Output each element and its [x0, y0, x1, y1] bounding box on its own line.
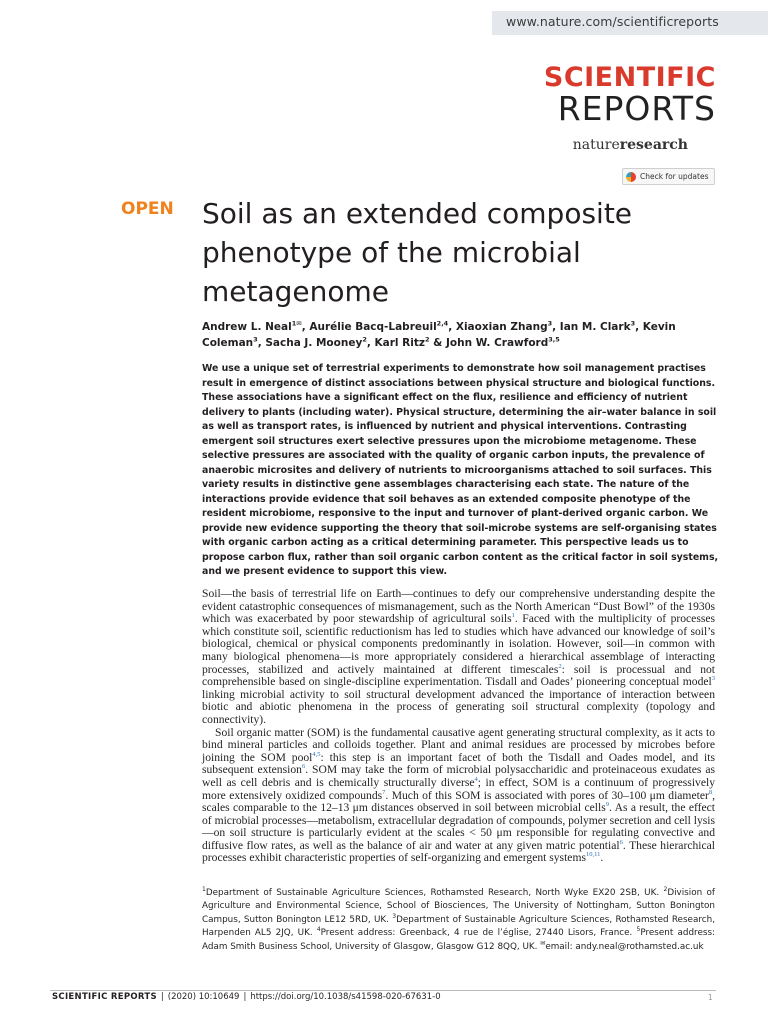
author[interactable]: Aurélie Bacq-Labreuil	[309, 321, 437, 333]
body-text-run: Soil organic matter (SOM) is the fundamental causative agent generating structural complexity, as it acts to bind mineral particles and colloids together. Plant and animal residues are processed by microbes before joining the SOM pool	[202, 725, 715, 764]
footer-divider	[50, 990, 716, 991]
citation-link[interactable]: 1	[511, 612, 515, 620]
check-for-updates-label: Check for updates	[640, 172, 709, 181]
body-text-run: . Faced with the multiplicity of processes which constitute soil, scientific reductionism has led to studies which have advanced our knowledge of soil’s biological, chemical or physical components predominantly in isolation. However, soil—in common with many biological phenomena—is more appropriately considered a hierarchical assemblage of interacting processes, stabilized and actively maintained at different timescales	[202, 612, 715, 676]
affiliation-text: Present address: Greenback, 4 rue de l’église, 27440 Lisors, France.	[320, 928, 637, 939]
body-text-run: Soil—the basis of terrestrial life on Earth—continues to defy our comprehensive understanding despite the evident catastrophic consequences of mismanagement, such as the North American “Dust Bowl” of the 1930s which was exacerbated by poor stewardship of agricultural soils	[202, 587, 715, 626]
body-paragraph	[202, 727, 715, 866]
publisher-suffix: research	[619, 137, 688, 153]
author[interactable]: Xiaoxian Zhang	[455, 321, 548, 333]
affiliation-text: Division of Agriculture and Environmental Science, School of Biosciences, The University of Nottingham, Sutton Bonington Campus, Sutton Bonington LE12 5RD, UK.	[202, 888, 715, 925]
author[interactable]: Ian M. Clark	[559, 321, 631, 333]
email-icon: ✉	[540, 939, 546, 947]
body-text-run: : this step is an important facet of both the Tisdall and Oades model, and its subsequent extension	[202, 750, 715, 777]
citation-link[interactable]: 4,5	[312, 750, 321, 758]
affiliation-marker: 3	[392, 912, 397, 920]
author[interactable]: Karl Ritz	[374, 337, 425, 349]
author-affiliation-ref: 3	[253, 335, 258, 344]
body-text-run: . These hierarchical processes exhibit characteristic properties of self-organizing and emergent systems	[202, 838, 715, 865]
body-text-run: .	[600, 851, 604, 865]
affiliation-marker: 2	[663, 886, 668, 894]
crossmark-icon	[626, 172, 636, 182]
article-body	[202, 588, 715, 865]
citation-link[interactable]: 2	[558, 662, 562, 670]
footer-citation: (2020) 10:10649	[167, 992, 240, 1002]
citation-link[interactable]: 10,11	[585, 851, 601, 859]
body-text-run: ; in effect, SOM is a continuum of progressively more extensively oxidized compounds	[202, 775, 716, 802]
body-paragraph	[202, 588, 715, 727]
affiliation-marker: 5	[636, 926, 641, 934]
affiliation-text: Present address: Adam Smith Business School, University of Glasgow, Glasgow G12 8QQ, UK.	[202, 928, 715, 952]
journal-logo-scientific: SCIENTIFIC	[543, 62, 716, 93]
citation-link[interactable]: 8	[708, 788, 713, 796]
author[interactable]: Sacha J. Mooney	[265, 337, 363, 349]
author-affiliation-ref: 3	[630, 319, 636, 328]
author-list: Andrew L. Neal$^{1✉}$, Aurélie Bacq-Labreuil$^{2,4}$, Xiaoxian Zhang$^3$, Ian M. Clark$^3$, Kevin Coleman$^3$, Sacha J. Mooney$^2$, Karl Ritz$^2$ & John W. Crawford$^{3,5}$	[202, 319, 676, 349]
journal-logo-reports: REPORTS	[557, 89, 716, 128]
body-text-run: : soil is processual and not comprehensible based on single-discipline experimentation. Tisdall and Oades’ pioneering conceptual model	[202, 662, 716, 689]
page-number: 1	[708, 993, 713, 1002]
body-text-run: . Much of this SOM is associated with pores of 30–100 μm diameter	[385, 788, 709, 802]
corresponding-email[interactable]: email: andy.neal@rothamsted.ac.uk	[545, 941, 704, 952]
author[interactable]: Kevin Coleman	[202, 321, 676, 349]
author[interactable]: Andrew L. Neal	[202, 321, 292, 333]
citation-link[interactable]: 9	[605, 801, 609, 809]
abstract: We use a unique set of terrestrial experiments to demonstrate how soil management practises result in emergence of distinct associations between physical structure and biological functions. These associations have a significant effect on the flux, resilience and efficiency of nutrient delivery to plants (including water). Physical structure, determining the air–water balance in soil as well as transport rates, is influenced by nutrient and physical interventions. Contrasting emergent soil structures exert selective pressures upon the microbiome metagenome. These selective pressures are associated with the quality of organic carbon inputs, the prevalence of anaerobic microsites and delivery of nutrients to microorganisms attached to soil surfaces. This variety results in distinctive gene assemblages characterising each state. The nature of the interactions provide evidence that soil behaves as an extended composite phenotype of the resident microbiome, responsive to the input and turnover of plant-derived organic carbon. We provide new evidence supporting the theory that soil-microbe systems are self-organising states with organic carbon acting as a critical determining parameter. This perspective leads us to propose carbon flux, rather than soil organic carbon content as the critical factor in soil systems, and we present evidence to support this view.	[202, 363, 719, 577]
footer-journal: SCIENTIFIC REPORTS	[52, 992, 157, 1002]
body-text-run: . SOM may take the form of microbial polysaccharidic and proteinaceous exudates as well as cell debris and is chemically structurally diverse	[202, 763, 715, 789]
body-text-run: linking microbial activity to soil structural development advanced the importance of interaction between biotic and abiotic phenomena in the process of generating soil structural complexity (topology and connectivity).	[202, 687, 715, 726]
author[interactable]: John W. Crawford	[445, 337, 549, 349]
publisher-logo	[573, 137, 688, 153]
page-footer: SCIENTIFIC REPORTS | (2020) 10:10649 | https://doi.org/10.1038/s41598-020-67631-0	[52, 992, 441, 1002]
affiliation-text: Department of Sustainable Agriculture Sciences, Rothamsted Research, Harpenden AL5 2JQ, UK.	[202, 914, 715, 939]
publisher-prefix: nature	[572, 137, 620, 153]
article-title: Soil as an extended composite phenotype of the microbial metagenome	[202, 197, 633, 308]
author-affiliation-ref: 3	[547, 319, 553, 328]
open-access-label: OPEN	[121, 199, 174, 219]
citation-link[interactable]: 7	[382, 788, 386, 796]
check-for-updates-button[interactable]	[622, 168, 715, 185]
journal-url[interactable]: www.nature.com/scientificreports	[506, 14, 719, 29]
affiliations	[202, 887, 715, 954]
author-affiliation-ref: 2	[424, 335, 430, 344]
author-affiliation-ref: 2	[362, 335, 367, 344]
citation-link[interactable]: 6	[619, 839, 623, 847]
body-text-run: , scales comparable to the 12–13 μm distances observed in soil between microbial cells	[202, 788, 715, 815]
author-affiliation-ref: 1✉	[291, 319, 302, 328]
citation-link[interactable]: 4	[474, 776, 478, 784]
affiliation-marker: 1	[202, 886, 206, 894]
author-affiliation-ref: 2,4	[436, 319, 449, 328]
author-affiliation-ref: 3,5	[548, 335, 560, 344]
citation-link[interactable]: 3	[711, 675, 715, 683]
footer-doi[interactable]: https://doi.org/10.1038/s41598-020-67631-0	[250, 992, 441, 1002]
affiliation-marker: 4	[316, 926, 321, 934]
citation-link[interactable]: 6	[301, 763, 306, 771]
body-text-run: . As a result, the effect of microbial processes—metabolism, extracellular degradation of compounds, polymer secretion and cell lysis—on soil structure is particularly evident at the scales < 50 μm responsible for regulating convective and diffusive flow rates, as well as the balance of air and water at any given matric potential	[202, 801, 715, 852]
affiliation-text: Department of Sustainable Agriculture Sciences, Rothamsted Research, North Wyke EX20 2SB, UK.	[205, 888, 664, 898]
